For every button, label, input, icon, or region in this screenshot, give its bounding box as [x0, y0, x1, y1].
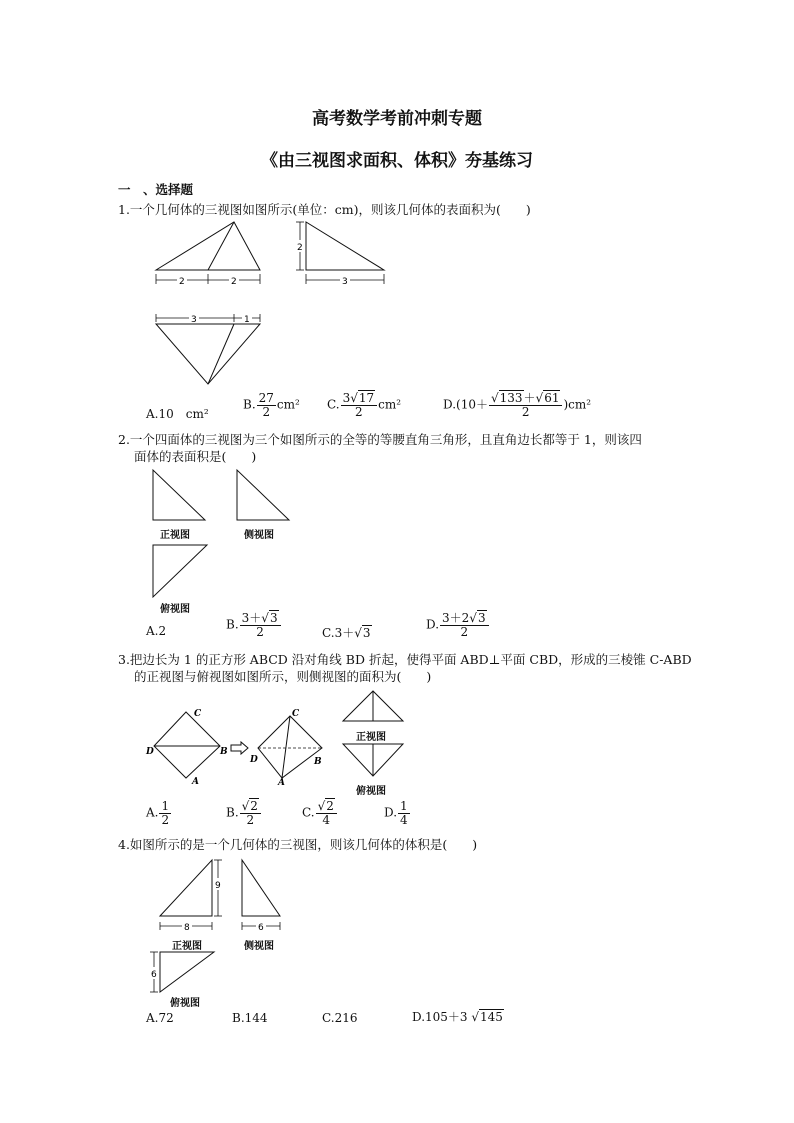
q4-label-t: 6 [151, 970, 157, 980]
q4-caption-side: 侧视图 [244, 941, 274, 952]
page-subtitle: 《由三视图求面积、体积》夯基练习 [261, 151, 533, 171]
q2-caption-top: 俯视图 [160, 604, 190, 615]
q3-front-view [340, 689, 406, 725]
page-title: 高考数学考前冲刺专题 [312, 109, 482, 129]
q2-side-view [234, 468, 294, 524]
q4-label-h: 9 [215, 881, 221, 891]
q3-caption-front: 正视图 [356, 732, 386, 743]
q3-option-d: D. $\frac{1}{4}$ [384, 799, 408, 827]
q2-caption-front: 正视图 [160, 530, 190, 541]
q4-option-c: C.216 [322, 1011, 358, 1025]
question-3-stem-line1: 3.把边长为 1 的正方形 ABCD 沿对角线 BD 折起，使得平面 ABD⊥平面 CBD，形成的三棱锥 C-ABD [118, 652, 692, 667]
q3-label-a1: A [192, 777, 199, 787]
q4-side-view [236, 856, 296, 936]
q4-option-b: B.144 [232, 1011, 268, 1025]
q3-label-b2: B [314, 757, 322, 767]
q1-side-view [292, 218, 392, 293]
question-2-stem-line2: 面体的表面积是( ) [134, 449, 257, 464]
q1-option-a: A.10 cm² [146, 407, 209, 421]
q2-option-a: A.2 [146, 624, 167, 638]
q2-option-c: C.3＋√3 [322, 626, 371, 640]
q3-label-d2: D [250, 755, 258, 765]
q1-top-view [150, 310, 270, 390]
q1-option-d: D.(10＋ $\frac{√133+√61}{2}$ )cm² [443, 391, 592, 419]
q3-label-c2: C [292, 709, 300, 719]
q3-option-c: C. $\frac{√2}{4}$ [302, 800, 338, 826]
q4-label-w: 8 [184, 923, 190, 933]
q3-label-b1: B [220, 747, 228, 757]
q1-label-t1: 3 [191, 315, 197, 325]
q4-label-s: 6 [258, 923, 264, 933]
q1-option-b: B. $\frac{27}{2}$ cm² [243, 391, 300, 419]
q3-arrow-icon [230, 741, 250, 755]
q1-label-t2: 1 [244, 315, 250, 325]
q2-caption-side: 侧视图 [244, 530, 274, 541]
q2-option-b: B. $\frac{3+√3}{2}$ [226, 612, 282, 638]
q3-caption-top: 俯视图 [356, 786, 386, 797]
q1-label-a: 2 [179, 277, 185, 287]
q4-option-d: D.105＋3 √145 [412, 1010, 503, 1024]
q3-label-d1: D [146, 747, 154, 757]
q1-label-w: 3 [342, 277, 348, 287]
q1-front-view [150, 218, 270, 293]
q2-front-view [150, 468, 210, 524]
q4-caption-top: 俯视图 [170, 998, 200, 1009]
q4-caption-front: 正视图 [172, 941, 202, 952]
q3-top-view [340, 742, 406, 778]
question-1-stem: 1.一个几何体的三视图如图所示(单位：cm)，则该几何体的表面积为( ) [118, 202, 531, 217]
q3-folded-figure [250, 704, 330, 786]
q4-top-view [146, 950, 222, 996]
q1-label-h: 2 [297, 243, 303, 253]
q4-option-a: A.72 [146, 1011, 174, 1025]
section-label: 一 、选择题 [118, 182, 194, 197]
q2-option-d: D. $\frac{3+2√3}{2}$ [426, 612, 490, 638]
q1-label-b: 2 [231, 277, 237, 287]
question-3-stem-line2: 的正视图与俯视图如图所示，则侧视图的面积为( ) [134, 669, 432, 684]
q3-option-b: B. $\frac{√2}{2}$ [226, 800, 262, 826]
q4-front-view [154, 856, 234, 936]
q3-option-a: A. $\frac{1}{2}$ [146, 799, 170, 827]
q3-square-figure [146, 704, 236, 786]
q2-top-view [150, 543, 210, 599]
q3-label-a2: A [278, 778, 285, 788]
question-2-stem-line1: 2.一个四面体的三视图为三个如图所示的全等的等腰直角三角形，且直角边长都等于 1，则该四 [118, 432, 642, 447]
q3-label-c1: C [194, 709, 202, 719]
question-4-stem: 4.如图所示的是一个几何体的三视图，则该几何体的体积是( ) [118, 837, 478, 852]
q1-option-c: C. $\frac{3√17}{2}$ cm² [327, 391, 402, 419]
